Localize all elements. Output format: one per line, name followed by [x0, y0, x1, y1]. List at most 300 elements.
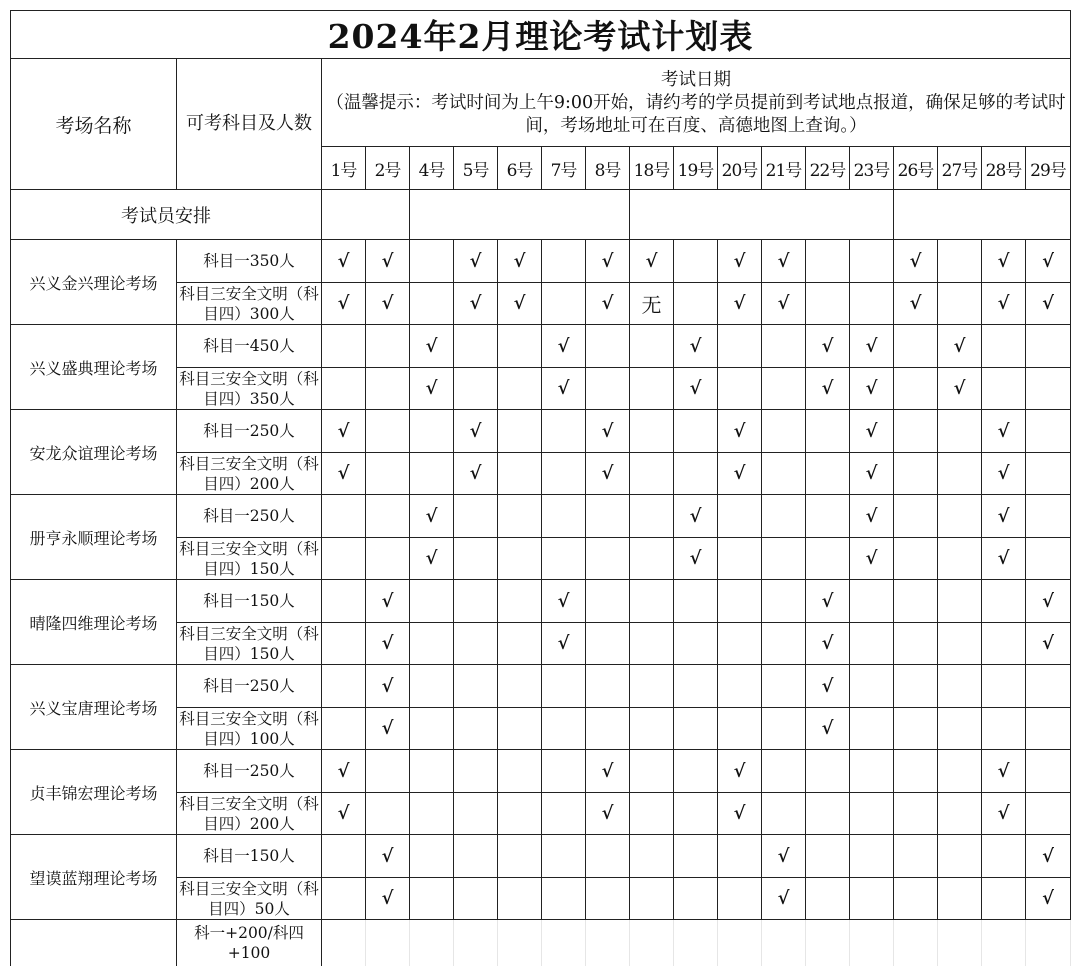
scheduled-checkmark: √ — [410, 368, 454, 410]
schedule-cell — [894, 538, 938, 580]
schedule-cell — [938, 835, 982, 878]
schedule-cell — [454, 538, 498, 580]
schedule-cell — [322, 580, 366, 623]
scheduled-checkmark: √ — [366, 665, 410, 708]
schedule-cell — [938, 920, 982, 966]
schedule-cell — [630, 325, 674, 368]
schedule-cell — [542, 410, 586, 453]
day-header: 23号 — [850, 147, 894, 190]
scheduled-checkmark: √ — [806, 623, 850, 665]
schedule-cell — [542, 453, 586, 495]
schedule-cell — [498, 793, 542, 835]
schedule-cell — [542, 495, 586, 538]
schedule-cell — [762, 325, 806, 368]
schedule-cell — [630, 835, 674, 878]
schedule-cell — [982, 835, 1026, 878]
scheduled-checkmark: √ — [410, 538, 454, 580]
scheduled-checkmark: √ — [366, 580, 410, 623]
scheduled-checkmark: √ — [982, 538, 1026, 580]
schedule-cell — [498, 835, 542, 878]
venue-column-header: 考场名称 — [11, 59, 177, 190]
schedule-cell — [850, 750, 894, 793]
subject-quota: 科目一450人 — [177, 325, 322, 368]
schedule-cell — [586, 368, 630, 410]
scheduled-checkmark: √ — [322, 750, 366, 793]
scheduled-checkmark: √ — [366, 835, 410, 878]
schedule-cell — [322, 538, 366, 580]
schedule-cell — [542, 538, 586, 580]
scheduled-checkmark: √ — [542, 580, 586, 623]
schedule-cell — [674, 283, 718, 325]
schedule-cell — [762, 453, 806, 495]
schedule-cell — [322, 708, 366, 750]
schedule-cell — [762, 410, 806, 453]
subject-quota: 科目一250人 — [177, 665, 322, 708]
schedule-cell — [894, 368, 938, 410]
schedule-cell — [586, 878, 630, 920]
schedule-cell — [938, 495, 982, 538]
day-header: 1号 — [322, 147, 366, 190]
scheduled-checkmark: √ — [982, 750, 1026, 793]
schedule-cell — [806, 495, 850, 538]
schedule-cell — [366, 538, 410, 580]
schedule-cell — [982, 920, 1026, 966]
schedule-cell — [498, 368, 542, 410]
scheduled-checkmark: √ — [454, 410, 498, 453]
day-header: 6号 — [498, 147, 542, 190]
scheduled-checkmark: √ — [498, 283, 542, 325]
scheduled-checkmark: √ — [894, 240, 938, 283]
schedule-cell — [454, 708, 498, 750]
schedule-cell — [454, 623, 498, 665]
scheduled-checkmark: √ — [982, 240, 1026, 283]
scheduled-checkmark: √ — [982, 793, 1026, 835]
scheduled-checkmark: √ — [674, 538, 718, 580]
schedule-cell — [498, 878, 542, 920]
schedule-cell — [322, 835, 366, 878]
schedule-cell — [322, 878, 366, 920]
schedule-cell — [1026, 708, 1071, 750]
schedule-cell — [630, 878, 674, 920]
schedule-cell — [806, 835, 850, 878]
scheduled-checkmark: √ — [762, 283, 806, 325]
schedule-cell — [674, 835, 718, 878]
day-header: 7号 — [542, 147, 586, 190]
scheduled-checkmark: √ — [322, 410, 366, 453]
schedule-cell — [630, 368, 674, 410]
schedule-cell — [410, 793, 454, 835]
day-header: 18号 — [630, 147, 674, 190]
schedule-cell — [410, 708, 454, 750]
venue-name: 晴隆四维理论考场 — [11, 580, 177, 665]
schedule-cell — [982, 665, 1026, 708]
schedule-cell — [498, 623, 542, 665]
schedule-cell — [718, 495, 762, 538]
scheduled-checkmark: √ — [982, 283, 1026, 325]
scheduled-checkmark: √ — [938, 368, 982, 410]
scheduled-checkmark: √ — [454, 240, 498, 283]
schedule-cell — [498, 665, 542, 708]
schedule-cell — [366, 920, 410, 966]
venue-name: 兴义宝唐理论考场 — [11, 665, 177, 750]
schedule-cell — [894, 750, 938, 793]
venue-name: 望谟蓝翔理论考场 — [11, 835, 177, 920]
scheduled-checkmark: √ — [586, 240, 630, 283]
schedule-cell — [982, 325, 1026, 368]
table-row — [11, 665, 1071, 708]
subject-quota: 科目三安全文明（科目四）100人 — [177, 708, 322, 750]
schedule-cell — [366, 325, 410, 368]
schedule-cell — [806, 538, 850, 580]
schedule-cell — [454, 495, 498, 538]
schedule-cell — [938, 283, 982, 325]
schedule-cell — [1026, 538, 1071, 580]
staff-assignment-cell — [894, 190, 1071, 240]
scheduled-checkmark: √ — [410, 495, 454, 538]
schedule-cell — [894, 878, 938, 920]
schedule-cell — [366, 410, 410, 453]
scheduled-checkmark: √ — [366, 623, 410, 665]
scheduled-checkmark: √ — [718, 750, 762, 793]
schedule-cell — [894, 580, 938, 623]
day-header: 19号 — [674, 147, 718, 190]
schedule-cell — [718, 368, 762, 410]
scheduled-checkmark: √ — [762, 240, 806, 283]
schedule-cell — [718, 580, 762, 623]
day-header: 22号 — [806, 147, 850, 190]
scheduled-checkmark: √ — [718, 410, 762, 453]
scheduled-checkmark: √ — [718, 793, 762, 835]
day-header: 29号 — [1026, 147, 1071, 190]
subject-quota: 科目一250人 — [177, 495, 322, 538]
subject-quota: 科目三安全文明（科目四）50人 — [177, 878, 322, 920]
schedule-cell — [586, 580, 630, 623]
scheduled-checkmark: √ — [410, 325, 454, 368]
schedule-cell — [982, 878, 1026, 920]
schedule-cell — [630, 453, 674, 495]
staff-assignment-cell — [410, 190, 630, 240]
schedule-cell — [542, 240, 586, 283]
schedule-cell — [498, 750, 542, 793]
scheduled-checkmark: √ — [542, 623, 586, 665]
schedule-cell — [938, 878, 982, 920]
scheduled-checkmark: √ — [806, 708, 850, 750]
schedule-cell — [586, 623, 630, 665]
table-row — [11, 920, 1071, 966]
schedule-cell — [454, 920, 498, 966]
schedule-cell — [410, 580, 454, 623]
schedule-cell — [586, 835, 630, 878]
schedule-cell — [366, 793, 410, 835]
schedule-cell — [718, 665, 762, 708]
scheduled-checkmark: √ — [1026, 878, 1071, 920]
scheduled-checkmark: √ — [542, 325, 586, 368]
schedule-cell — [982, 368, 1026, 410]
scheduled-checkmark: √ — [982, 453, 1026, 495]
schedule-cell — [938, 708, 982, 750]
schedule-cell — [586, 708, 630, 750]
scheduled-checkmark: √ — [586, 283, 630, 325]
subject-quota: 科目一150人 — [177, 580, 322, 623]
schedule-cell — [630, 495, 674, 538]
schedule-cell — [674, 623, 718, 665]
scheduled-checkmark: √ — [762, 878, 806, 920]
exam-schedule-sheet — [10, 10, 1071, 966]
sheet-title: 2024年2月理论考试计划表 — [11, 11, 1071, 59]
schedule-cell — [366, 368, 410, 410]
scheduled-checkmark: √ — [322, 793, 366, 835]
day-header: 5号 — [454, 147, 498, 190]
schedule-cell — [1026, 410, 1071, 453]
schedule-cell — [718, 878, 762, 920]
schedule-cell — [586, 920, 630, 966]
scheduled-checkmark: √ — [1026, 623, 1071, 665]
schedule-cell — [1026, 793, 1071, 835]
schedule-cell — [498, 495, 542, 538]
venue-name: 册亨永顺理论考场 — [11, 495, 177, 580]
scheduled-checkmark: √ — [894, 283, 938, 325]
scheduled-checkmark: √ — [674, 325, 718, 368]
schedule-cell — [938, 580, 982, 623]
day-header: 8号 — [586, 147, 630, 190]
schedule-cell — [674, 708, 718, 750]
schedule-cell — [630, 920, 674, 966]
subject-quota: 科目三安全文明（科目四）200人 — [177, 453, 322, 495]
schedule-cell — [366, 453, 410, 495]
schedule-cell — [938, 240, 982, 283]
schedule-cell — [1026, 368, 1071, 410]
schedule-cell — [850, 835, 894, 878]
schedule-cell — [542, 708, 586, 750]
scheduled-checkmark: √ — [586, 410, 630, 453]
scheduled-checkmark: √ — [630, 240, 674, 283]
venue-name: 贞丰锦宏理论考场 — [11, 750, 177, 835]
schedule-cell — [674, 240, 718, 283]
schedule-cell — [586, 495, 630, 538]
scheduled-checkmark: √ — [1026, 283, 1071, 325]
subject-quota: 科目一350人 — [177, 240, 322, 283]
schedule-cell — [674, 793, 718, 835]
schedule-cell — [982, 580, 1026, 623]
schedule-cell — [630, 538, 674, 580]
schedule-cell — [410, 665, 454, 708]
schedule-cell — [894, 623, 938, 665]
schedule-cell — [894, 835, 938, 878]
schedule-cell — [938, 453, 982, 495]
schedule-cell — [322, 920, 366, 966]
schedule-cell — [542, 750, 586, 793]
schedule-cell — [762, 793, 806, 835]
schedule-cell — [762, 708, 806, 750]
scheduled-checkmark: √ — [982, 495, 1026, 538]
schedule-cell — [894, 708, 938, 750]
scheduled-checkmark: √ — [366, 708, 410, 750]
schedule-cell — [674, 580, 718, 623]
schedule-cell — [850, 623, 894, 665]
day-header: 28号 — [982, 147, 1026, 190]
scheduled-checkmark: √ — [850, 453, 894, 495]
schedule-cell — [762, 538, 806, 580]
schedule-cell — [806, 283, 850, 325]
scheduled-checkmark: √ — [674, 495, 718, 538]
schedule-cell — [894, 410, 938, 453]
subject-quota: 科目三安全文明（科目四）200人 — [177, 793, 322, 835]
scheduled-checkmark: √ — [762, 835, 806, 878]
schedule-cell — [454, 793, 498, 835]
subject-column-header: 可考科目及人数 — [177, 59, 322, 190]
schedule-cell — [630, 793, 674, 835]
schedule-cell — [322, 623, 366, 665]
scheduled-checkmark: √ — [542, 368, 586, 410]
schedule-cell — [806, 920, 850, 966]
scheduled-checkmark: √ — [806, 665, 850, 708]
schedule-cell — [542, 665, 586, 708]
subject-quota: 科目三安全文明（科目四）150人 — [177, 623, 322, 665]
schedule-cell — [630, 750, 674, 793]
scheduled-checkmark: √ — [1026, 835, 1071, 878]
schedule-cell — [674, 410, 718, 453]
schedule-cell — [410, 283, 454, 325]
schedule-cell — [498, 708, 542, 750]
scheduled-checkmark: √ — [850, 368, 894, 410]
schedule-cell — [674, 665, 718, 708]
schedule-cell — [322, 368, 366, 410]
scheduled-checkmark: √ — [850, 495, 894, 538]
schedule-cell — [894, 665, 938, 708]
schedule-cell — [762, 580, 806, 623]
scheduled-checkmark: √ — [454, 283, 498, 325]
subject-quota: 科目一250人 — [177, 410, 322, 453]
venue-name: 安龙众谊理论考场 — [11, 410, 177, 495]
schedule-cell — [630, 580, 674, 623]
table-row — [11, 750, 1071, 793]
scheduled-checkmark: √ — [322, 453, 366, 495]
staff-assignment-cell — [630, 190, 894, 240]
venue-name: 兴义盛典理论考场 — [11, 325, 177, 410]
table-row — [11, 835, 1071, 878]
schedule-cell — [1026, 920, 1071, 966]
scheduled-checkmark: √ — [674, 368, 718, 410]
schedule-cell — [410, 920, 454, 966]
schedule-cell — [586, 665, 630, 708]
subject-quota: 科目三安全文明（科目四）150人 — [177, 538, 322, 580]
scheduled-checkmark: √ — [850, 325, 894, 368]
scheduled-checkmark: √ — [806, 580, 850, 623]
schedule-cell — [410, 750, 454, 793]
scheduled-checkmark: √ — [454, 453, 498, 495]
schedule-cell — [938, 623, 982, 665]
schedule-cell — [322, 495, 366, 538]
schedule-cell — [410, 623, 454, 665]
schedule-cell — [1026, 453, 1071, 495]
scheduled-checkmark: √ — [982, 410, 1026, 453]
subject-quota: 科目一250人 — [177, 750, 322, 793]
schedule-cell — [894, 453, 938, 495]
scheduled-checkmark: √ — [366, 878, 410, 920]
scheduled-checkmark: √ — [806, 368, 850, 410]
subject-quota: 科目三安全文明（科目四）350人 — [177, 368, 322, 410]
day-header: 2号 — [366, 147, 410, 190]
scheduled-checkmark: √ — [718, 453, 762, 495]
schedule-cell — [542, 793, 586, 835]
schedule-cell — [322, 325, 366, 368]
schedule-cell — [938, 538, 982, 580]
exam-notice: （温馨提示：考试时间为上午9:00开始，请约考的学员提前到考试地点报道，确保足够的考试时间，考场地址可在百度、高德地图上查询。） — [326, 93, 1066, 136]
schedule-cell — [938, 750, 982, 793]
schedule-cell — [982, 708, 1026, 750]
schedule-cell — [498, 410, 542, 453]
schedule-cell — [674, 878, 718, 920]
schedule-cell — [454, 325, 498, 368]
scheduled-checkmark: √ — [366, 283, 410, 325]
exam-date-label: 考试日期 — [661, 70, 731, 90]
scheduled-checkmark: √ — [322, 240, 366, 283]
schedule-cell — [454, 665, 498, 708]
schedule-cell — [586, 325, 630, 368]
schedule-cell — [586, 538, 630, 580]
schedule-cell — [454, 750, 498, 793]
schedule-cell — [410, 240, 454, 283]
day-header: 26号 — [894, 147, 938, 190]
schedule-cell — [1026, 495, 1071, 538]
schedule-cell — [938, 665, 982, 708]
schedule-cell — [850, 793, 894, 835]
schedule-cell — [542, 835, 586, 878]
schedule-cell — [674, 750, 718, 793]
schedule-cell — [850, 920, 894, 966]
scheduled-checkmark: √ — [586, 793, 630, 835]
schedule-cell — [718, 623, 762, 665]
schedule-cell — [410, 835, 454, 878]
venue-name: 兴义金兴理论考场 — [11, 240, 177, 325]
schedule-cell — [498, 580, 542, 623]
schedule-cell — [498, 538, 542, 580]
schedule-cell — [410, 878, 454, 920]
schedule-cell — [806, 453, 850, 495]
schedule-cell — [366, 750, 410, 793]
scheduled-checkmark: √ — [718, 240, 762, 283]
schedule-cell — [454, 878, 498, 920]
schedule-cell — [938, 793, 982, 835]
schedule-cell — [894, 495, 938, 538]
schedule-cell — [894, 920, 938, 966]
schedule-cell — [498, 453, 542, 495]
schedule-cell — [718, 538, 762, 580]
table-row — [11, 580, 1071, 623]
schedule-cell — [894, 793, 938, 835]
schedule-cell — [850, 580, 894, 623]
staff-assignment-label: 考试员安排 — [11, 190, 322, 240]
scheduled-checkmark: √ — [1026, 580, 1071, 623]
schedule-cell — [718, 708, 762, 750]
day-header: 4号 — [410, 147, 454, 190]
schedule-cell — [806, 793, 850, 835]
schedule-cell — [630, 665, 674, 708]
schedule-cell — [454, 835, 498, 878]
scheduled-checkmark: √ — [366, 240, 410, 283]
schedule-cell — [366, 495, 410, 538]
schedule-cell — [410, 453, 454, 495]
schedule-cell — [498, 920, 542, 966]
schedule-cell — [762, 623, 806, 665]
schedule-cell — [982, 623, 1026, 665]
scheduled-checkmark: √ — [498, 240, 542, 283]
staff-assignment-cell — [322, 190, 410, 240]
scheduled-checkmark: √ — [586, 750, 630, 793]
footer-subject-quota: 科一+200/科四+100 — [177, 920, 322, 966]
scheduled-checkmark: √ — [850, 410, 894, 453]
schedule-cell — [762, 920, 806, 966]
